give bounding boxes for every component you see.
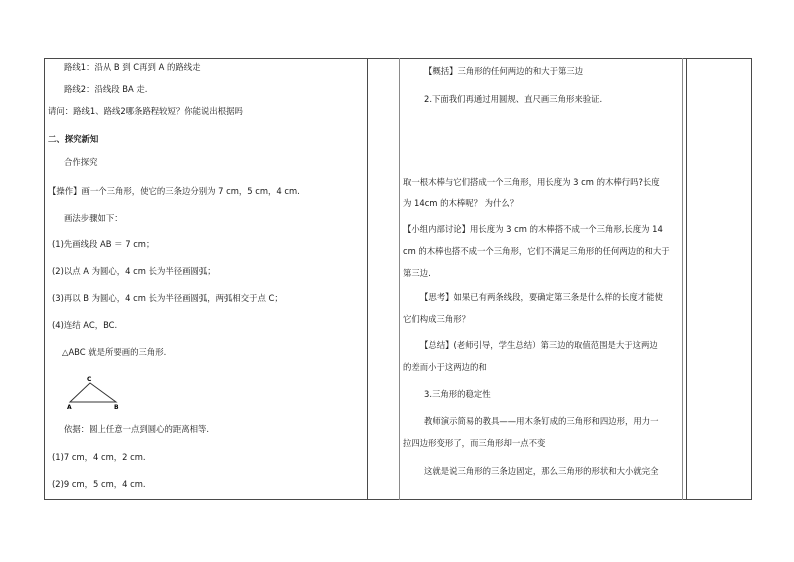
discussion-line1: 【小组内部讨论】用长度为 3 cm 的木棒搭不成一个三角形,长度为 14 [403,224,663,234]
stability-heading: 3.三角形的稳定性 [424,389,491,399]
triangle-outline [70,383,116,402]
table-left-border [44,58,45,500]
vertex-label-a: A [67,404,72,410]
triangle-figure [64,374,124,410]
verify-text: 2.下面我们再通过用圆规、直尺画三角形来验证. [424,94,603,104]
step1-text: (1)先画线段 AB ＝ 7 cm； [52,239,155,249]
table-bottom-border [44,499,752,500]
inner-box-left-line [399,58,400,500]
conclusion-line1: 【总结】(老师引导，学生总结）第三边的取值范围是大于这两边 [420,340,658,350]
example1-text: (1)7 cm，4 cm，2 cm. [52,452,146,462]
demo-line1: 教师演示简易的教具——用木条钉成的三角形和四边形，用力一 [424,416,659,426]
cooperate-text: 合作探究 [64,157,98,167]
discussion-line2: cm 的木棒也搭不成一个三角形，它们不满足三角形的任何两边的和大于 [403,246,670,256]
conclusion-line2: 的差而小于这两边的和 [403,362,487,372]
table-top-border [44,58,752,59]
vertex-label-b: B [114,404,119,410]
route1-text: 路线1：沿从 B 到 C再到 A 的路线走 [64,62,201,72]
step4-text: (4)连结 AC，BC. [52,320,118,330]
basis-text: 依据：圆上任意一点到圆心的距离相等. [64,424,210,434]
meaning-text: 这就是说三角形的三条边固定，那么三角形的形状和大小就完全 [424,466,659,476]
column-divider-2 [686,58,687,500]
operation-text: 【操作】画一个三角形，使它的三条边分别为 7 cm，5 cm，4 cm. [48,186,300,196]
section-heading: 二、探究新知 [48,134,99,144]
vertex-label-c: C [87,376,92,383]
stick-question-line2: 为 14cm 的木棒呢？ 为什么？ [403,198,519,208]
think-line1: 【思考】如果已有两条线段，要确定第三条是什么样的长度才能使 [420,292,663,302]
demo-line2: 拉四边形变形了，而三角形却一点不变 [403,438,546,448]
column-divider-1 [367,58,368,500]
discussion-line3: 第三边. [403,268,431,278]
example2-text: (2)9 cm，5 cm，4 cm. [52,479,146,489]
step3-text: (3)再以 B 为圆心，4 cm 长为半径画圆弧，两弧相交于点 C； [52,293,283,303]
question-text: 请问：路线1、路线2哪条路程较短？你能说出根据吗 [48,106,243,116]
summary-text: 【概括】三角形的任何两边的和大于第三边 [424,66,584,76]
result-text: △ABC 就是所要画的三角形. [62,347,167,357]
route2-text: 路线2：沿线段 BA 走. [64,84,148,94]
stick-question-line1: 取一根木棒与它们搭成一个三角形，用长度为 3 cm 的木棒行吗?长度 [403,177,660,187]
think-line2: 它们构成三角形？ [403,314,470,324]
inner-box-right-line [682,58,683,500]
steps-intro-text: 画法步骤如下： [64,213,123,223]
table-right-border [751,58,752,500]
step2-text: (2)以点 A 为圆心，4 cm 长为半径画圆弧； [52,266,216,276]
